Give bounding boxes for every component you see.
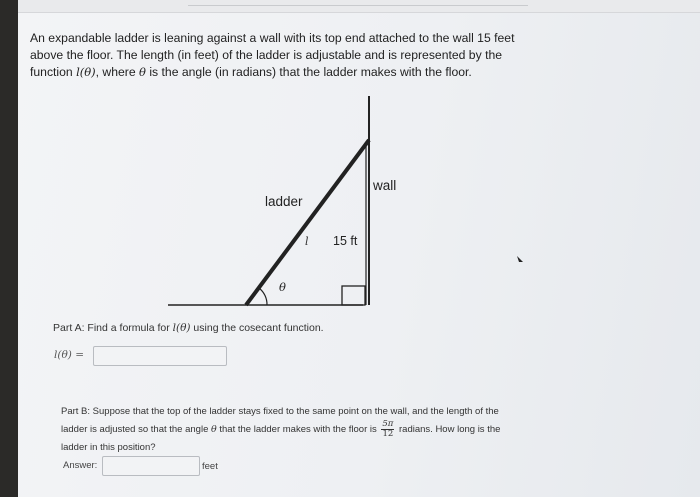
screen [18, 0, 700, 497]
right-angle-marker [342, 286, 365, 305]
part-b-text-3: radians. How long is the ladder in this position? [61, 424, 501, 453]
theta-label: θ [279, 280, 286, 294]
part-a-answer-input[interactable] [93, 346, 227, 366]
mouse-cursor-icon [517, 256, 523, 262]
problem-function: l(θ) [76, 65, 96, 79]
wall-label: wall [373, 178, 397, 193]
part-b-unit-label: feet [202, 461, 218, 472]
part-a-answer-label: l(θ) = [54, 349, 85, 361]
length-label: l [305, 235, 309, 248]
part-b-text-1: Part B: Suppose that the top of the ladder stays fixed to the same point on the wall, and the length of the ladder is adjusted so that the angle [61, 406, 499, 436]
part-b-theta: θ [211, 424, 217, 436]
part-b-text-2: that the ladder makes with the floor is [216, 424, 380, 436]
problem-text-3: , where [95, 65, 140, 79]
part-a-function: l(θ) [172, 322, 191, 334]
part-b-question [61, 403, 521, 456]
part-a-question [53, 322, 324, 334]
problem-text-1: An expandable ladder is leaning against a wall with its top end attached to the wall [30, 31, 478, 45]
angle-fraction [381, 420, 394, 439]
part-b-answer-label: Answer: [63, 460, 98, 471]
angle-arc [259, 288, 267, 305]
fraction-denominator: 12 [382, 429, 394, 439]
part-a-text-2: using the cosecant function. [190, 322, 324, 334]
part-a-text-1: Part A: Find a formula for [53, 322, 173, 334]
ladder-line [246, 140, 369, 305]
height-label: 15 ft [333, 234, 358, 248]
problem-theta: θ [139, 65, 146, 79]
problem-text-2: feet above the floor. The length (in feet) of the ladder is adjustable and is represented by the function [30, 31, 515, 79]
problem-text-4: is the angle (in radians) that the ladder makes with the floor. [145, 65, 472, 79]
problem-height: 15 [477, 31, 491, 45]
ladder-label: ladder [265, 194, 303, 209]
fraction-numerator: 5π [382, 419, 394, 429]
part-b-answer-input[interactable] [102, 456, 200, 476]
